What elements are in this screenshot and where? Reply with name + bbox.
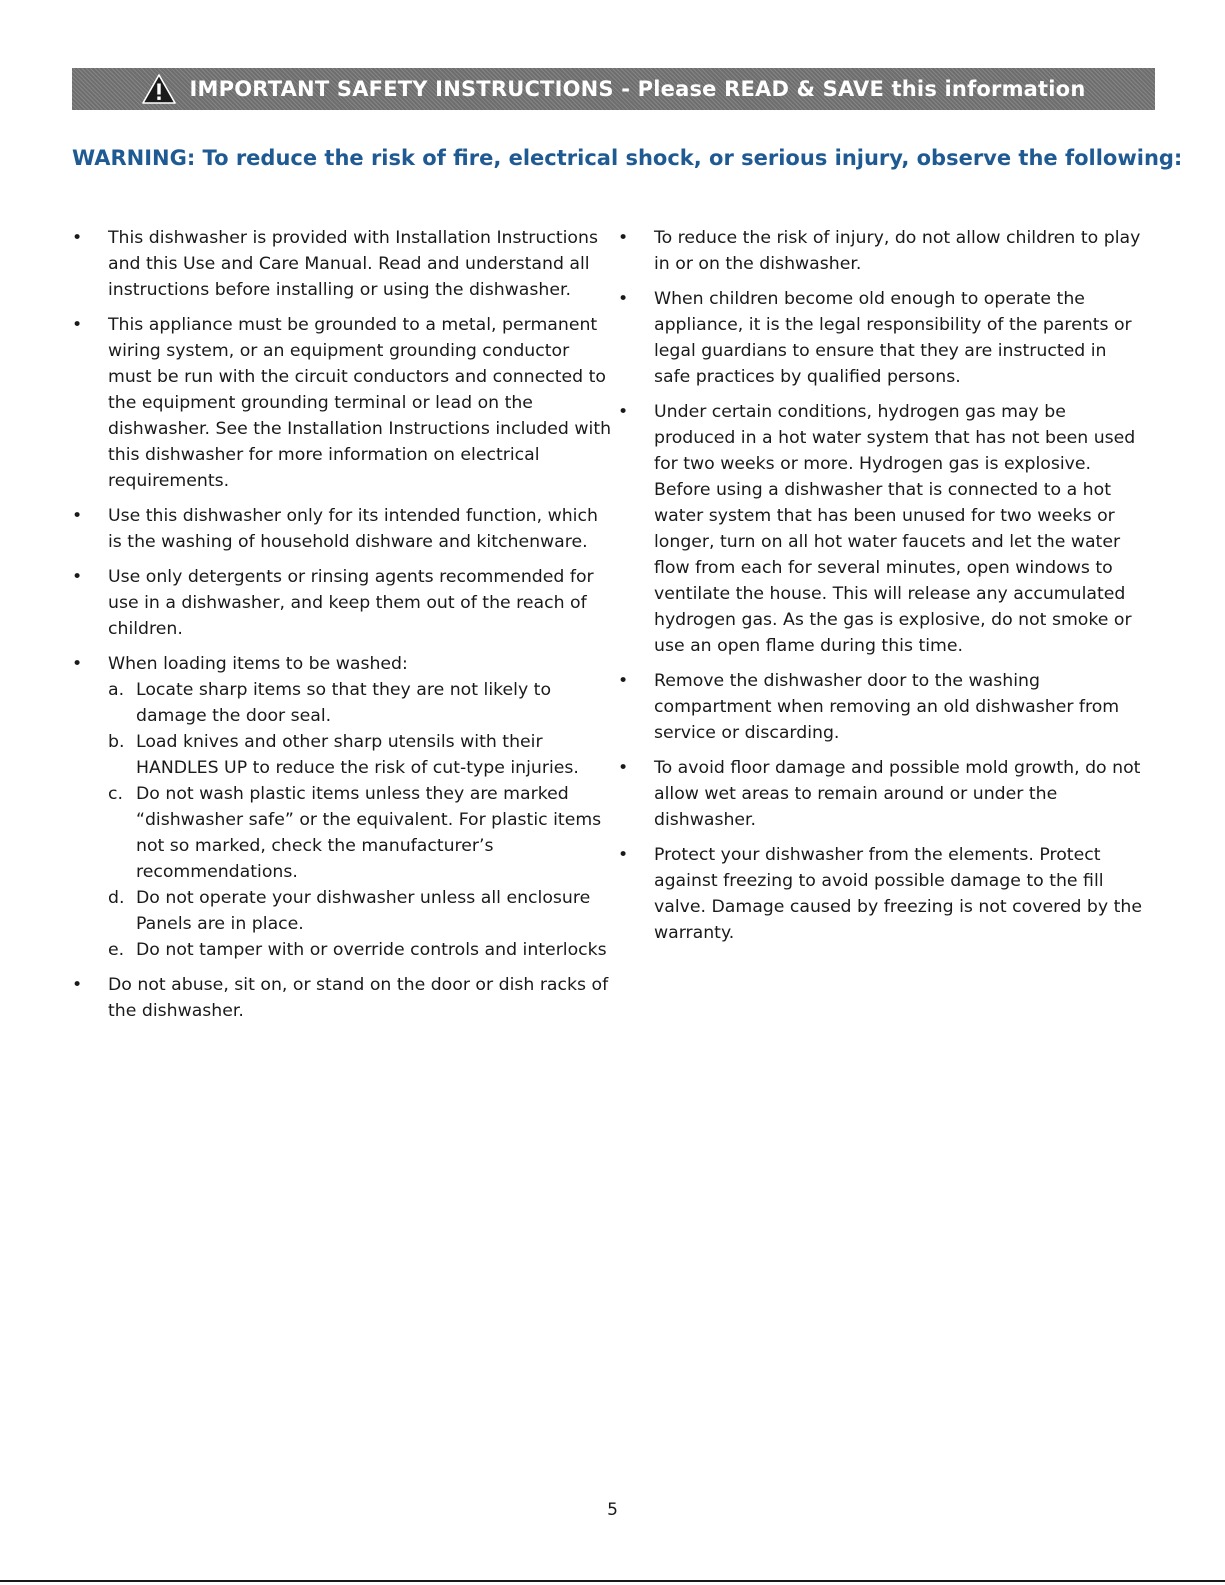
bottom-divider: [0, 1580, 1225, 1582]
banner-content: [142, 74, 1086, 104]
warning-heading: WARNING: To reduce the risk of fire, electrical shock, or serious injury, observe the following:: [72, 146, 1183, 170]
safety-banner: [72, 68, 1155, 110]
item-text: Use this dishwasher only for its intended function, which is the washing of household dishware and kitchenware.: [108, 506, 598, 552]
item-text: Do not abuse, sit on, or stand on the door or dish racks of the dishwasher.: [108, 975, 609, 1021]
sub-text: Load knives and other sharp utensils with their HANDLES UP to reduce the risk of cut-type injuries.: [136, 732, 579, 778]
bullet: •: [72, 567, 83, 587]
warning-triangle-icon: [142, 74, 176, 104]
item-text: Remove the dishwasher door to the washing compartment when removing an old dishwasher from service or discarding.: [654, 671, 1120, 743]
sub-marker: c.: [108, 784, 123, 804]
sub-text: Do not tamper with or override controls and interlocks: [136, 940, 607, 960]
sub-text: Do not wash plastic items unless they are marked “dishwasher safe” or the equivalent. For plastic items not so marked, check the manufacturer’s recommendations.: [136, 784, 602, 882]
bullet: •: [72, 975, 83, 995]
bullet: •: [618, 402, 629, 422]
right-column: [618, 225, 1143, 955]
item-text: When children become old enough to operate the appliance, it is the legal responsibility of the parents or legal guardians to ensure that they are instructed in safe practices by qualified persons.: [654, 289, 1132, 387]
bullet: •: [72, 228, 83, 248]
list-item: [618, 399, 1143, 659]
bullet: •: [618, 289, 629, 309]
list-item: [72, 503, 612, 555]
list-item: [618, 842, 1143, 946]
list-item: [618, 225, 1143, 277]
item-text: This appliance must be grounded to a metal, permanent wiring system, or an equipment grounding conductor must be run with the circuit conductors and connected to the equipment grounding terminal or lead on the dishwasher. See the Installation Instructions included with this dishwasher for more information on electrical requirements.: [108, 315, 612, 491]
list-item-loading: [72, 651, 612, 963]
sub-item: [108, 937, 612, 963]
left-column: [72, 225, 612, 1033]
sub-item: [108, 885, 612, 937]
sub-marker: e.: [108, 940, 125, 960]
bullet: •: [72, 654, 83, 674]
item-text: To avoid floor damage and possible mold growth, do not allow wet areas to remain around or under the dishwasher.: [654, 758, 1141, 830]
bullet: •: [618, 671, 629, 691]
item-text: When loading items to be washed:: [108, 654, 408, 674]
item-text: To reduce the risk of injury, do not allow children to play in or on the dishwasher.: [654, 228, 1141, 274]
sub-text: Locate sharp items so that they are not likely to damage the door seal.: [136, 680, 552, 726]
list-item: [618, 755, 1143, 833]
sub-item: [108, 781, 612, 885]
list-item: [72, 312, 612, 494]
bullet: •: [618, 758, 629, 778]
item-text: This dishwasher is provided with Installation Instructions and this Use and Care Manual. Read and understand all instructions before installing or using the dishwasher.: [108, 228, 598, 300]
list-item: [618, 668, 1143, 746]
item-text: Use only detergents or rinsing agents recommended for use in a dishwasher, and keep them out of the reach of children.: [108, 567, 594, 639]
sub-marker: d.: [108, 888, 125, 908]
sub-marker: a.: [108, 680, 125, 700]
bullet: •: [618, 228, 629, 248]
page-number: 5: [607, 1500, 618, 1520]
bullet: •: [72, 506, 83, 526]
list-item: [72, 564, 612, 642]
sub-item: [108, 677, 612, 729]
list-item: [72, 972, 612, 1024]
item-text: Under certain conditions, hydrogen gas may be produced in a hot water system that has not been used for two weeks or more. Hydrogen gas is explosive. Before using a dishwasher that is connected to a hot water system that has been unused for two weeks or longer, turn on all hot water faucets and let the water flow from each for several minutes, open windows to ventilate the house. This will release any accumulated hydrogen gas. As the gas is explosive, do not smoke or use an open flame during this time.: [654, 402, 1136, 656]
sub-item: [108, 729, 612, 781]
bullet: •: [72, 315, 83, 335]
list-item: [72, 225, 612, 303]
item-text: Protect your dishwasher from the elements. Protect against freezing to avoid possible damage to the fill valve. Damage caused by freezing is not covered by the warranty.: [654, 845, 1142, 943]
list-item: [618, 286, 1143, 390]
bullet: •: [618, 845, 629, 865]
sub-text: Do not operate your dishwasher unless all enclosure Panels are in place.: [136, 888, 591, 934]
sub-marker: b.: [108, 732, 125, 752]
banner-title: IMPORTANT SAFETY INSTRUCTIONS - Please READ & SAVE this information: [189, 77, 1086, 101]
